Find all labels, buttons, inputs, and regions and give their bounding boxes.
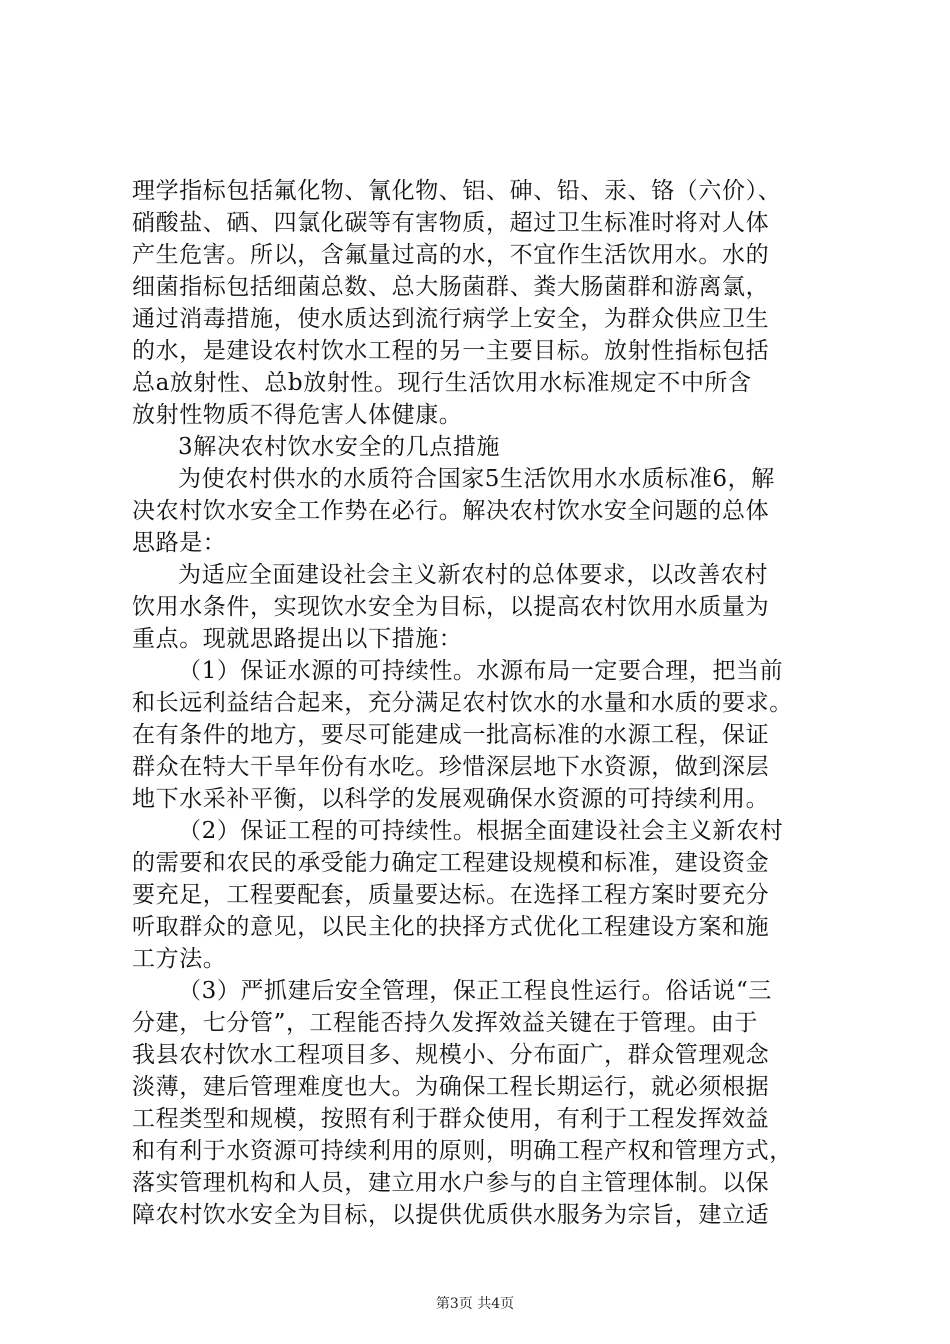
text-line: 决农村饮水安全工作势在必行。解决农村饮水安全问题的总体 (132, 498, 770, 524)
text-line: 我县农村饮水工程项目多、规模小、分布面广，群众管理观念 (132, 1042, 770, 1068)
text-line: 为使农村供水的水质符合国家5生活饮用水水质标准6，解 (178, 466, 775, 492)
text-line: 落实管理机构和人员，建立用水户参与的自主管理体制。以保 (132, 1170, 770, 1196)
text-line: 重点。现就思路提出以下措施： (132, 626, 463, 652)
text-line: 的水，是建设农村饮水工程的另一主要目标。放射性指标包括 (132, 338, 770, 364)
text-line: 群众在特大干旱年份有水吃。珍惜深层地下水资源，做到深层 (132, 754, 770, 780)
text-line: 障农村饮水安全为目标，以提供优质供水服务为宗旨，建立适 (132, 1202, 770, 1228)
text-line: 细菌指标包括细菌总数、总大肠菌群、粪大肠菌群和游离氯， (132, 274, 770, 300)
section-heading: 3解决农村饮水安全的几点措施 (178, 434, 501, 460)
text-line: 通过消毒措施，使水质达到流行病学上安全，为群众供应卫生 (132, 306, 770, 332)
text-line: 饮用水条件，实现饮水安全为目标，以提高农村饮用水质量为 (132, 594, 770, 620)
text-line: 工程类型和规模，按照有利于群众使用，有利于工程发挥效益 (132, 1106, 770, 1132)
text-line: 和长远利益结合起来，充分满足农村饮水的水量和水质的要求。 (132, 690, 793, 716)
text-line: （1）保证水源的可持续性。水源布局一定要合理，把当前 (178, 658, 784, 684)
text-line: 地下水采补平衡，以科学的发展观确保水资源的可持续利用。 (132, 786, 770, 812)
text-line: 思路是： (132, 530, 227, 556)
text-line: （3）严抓建后安全管理，保正工程良性运行。俗话说“三 (178, 978, 772, 1004)
text-line: 为适应全面建设社会主义新农村的总体要求，以改善农村 (178, 562, 768, 588)
text-line: 理学指标包括氟化物、氰化物、铝、砷、铅、汞、铬（六价）、 (132, 178, 782, 204)
text-line: 产生危害。所以，含氟量过高的水，不宜作生活饮用水。水的 (132, 242, 770, 268)
page-footer: 第3页 共4页 (435, 1296, 515, 1312)
text-line: 淡薄，建后管理难度也大。为确保工程长期运行，就必须根据 (132, 1074, 770, 1100)
text-line: （2）保证工程的可持续性。根据全面建设社会主义新农村 (178, 818, 784, 844)
text-line: 听取群众的意见，以民主化的抉择方式优化工程建设方案和施 (132, 914, 770, 940)
text-line: 分建，七分管”，工程能否持久发挥效益关键在于管理。由于 (132, 1010, 758, 1036)
text-line: 放射性物质不得危害人体健康。 (132, 402, 463, 428)
text-line: 的需要和农民的承受能力确定工程建设规模和标准，建设资金 (132, 850, 770, 876)
text-line: 要充足，工程要配套，质量要达标。在选择工程方案时要充分 (132, 882, 770, 908)
text-line: 工方法。 (132, 946, 227, 972)
text-line: 和有利于水资源可持续利用的原则，明确工程产权和管理方式， (132, 1138, 793, 1164)
text-line: 在有条件的地方，要尽可能建成一批高标准的水源工程，保证 (132, 722, 770, 748)
text-line: 总a放射性、总b放射性。现行生活饮用水标准规定不中所含 (132, 370, 752, 396)
text-line: 硝酸盐、硒、四氯化碳等有害物质，超过卫生标准时将对人体 (132, 210, 770, 236)
